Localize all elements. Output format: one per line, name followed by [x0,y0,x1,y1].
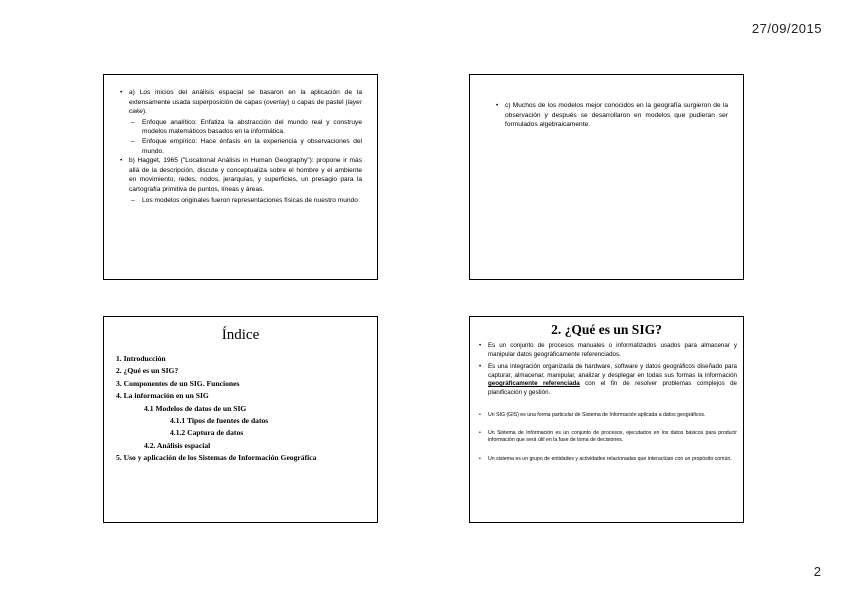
bullet-text: Es una integración organizada de hardware, software y datos geográficos diseñado para capturar, almacenar, manipular, analizar y desplegar en todas sus formas la información [488,363,737,379]
slide-2-bullets [496,101,728,131]
slide-2-bullet-c [496,101,728,130]
slide-4-bullet [479,456,737,463]
toc-item: 4.1.2 Captura de datos [170,428,244,438]
toc-item: 5. Uso y aplicación de los Sistemas de Información Geográfica [116,453,317,463]
slide-1-bullet-b [120,156,362,194]
bullet-text: ) o capas de pastel ( [287,98,348,106]
slide-thumbnail-1 [103,74,378,280]
slide-1-subbullet [131,118,362,137]
toc-item: 3. Componentes de un SIG. Funciones [116,378,240,388]
slide-1-bullets [120,88,362,205]
page-date: 27/09/2015 [751,21,822,36]
page-number: 2 [813,564,821,579]
slide-4-bullets [479,342,737,474]
slide-thumbnail-2 [469,74,744,280]
bullet-emphasis: overlay [266,98,288,106]
bullet-text: c) Muchos de los modelos mejor conocidos en la geografía surgieron de la observación y después se desarrollaron en modelos que pudieran ser formulados algebraicamente. [505,102,728,129]
toc-item: 1. Introducción [116,354,166,363]
slide-4-title: 2. ¿Qué es un SIG? [551,322,662,337]
toc-item: 4. La información en un SIG [116,391,209,401]
table-of-contents [116,353,372,465]
bullet-text: b) Hagget, 1965 ("Locational Análisis in Human Geography"): propone ir más allá de la descripción, discute y conceptualiza sobre el hombre y el ambiente en movimiento, redes, nodos, jerarquías, y superficies, un presagio para la cartografía primitiva de puntos, líneas y áreas. [129,157,362,193]
bullet-text: Un Sistema de Información es un conjunto de procesos, ejecutados en los datos básicos para producir información que será útil en la fase de toma de decisiones. [488,429,737,444]
bullet-text: Enfoque analítico: Enfatiza la abstracción del mundo real y construye modelos matemáticos basados en la informática. [142,118,362,136]
slide-1-bullet-a [120,88,362,117]
toc-item: 4.1.1 Tipos de fuentes de datos [170,416,269,426]
toc-item: 4.2. Análisis espacial [144,440,211,450]
slide-4-bullet [479,412,737,419]
toc-item: 4.1 Modelos de datos de un SIG [144,403,247,413]
bullet-text: Enfoque empírico: Hace énfasis en la experiencia y observaciones del mundo. [142,137,362,155]
bullet-text: a) Los inicios del análisis espacial se basaron en la aplicación de la extensamente usada superposición de capas ( [129,89,362,106]
bullet-emphasis: layer cake [129,98,363,116]
bullet-text: Los modelos originales fueron representaciones físicas de nuestro mundo [142,196,358,204]
slide-4-bullet [479,363,737,397]
slide-1-subbullet [131,137,362,156]
bullet-text: Es un conjunto de procesos manuales o informatizados usados para almacenar y manipular datos geográficamente referenciados. [488,342,737,358]
slide-3-title: Índice [221,327,260,343]
bullet-text: con el fin de resolver problemas complejos de planificación y gestión. [488,380,737,396]
slide-4-bullet [479,430,737,445]
bullet-text: ). [142,108,147,116]
slide-4-bullet [479,342,737,359]
slide-thumbnail-4 [469,316,744,523]
bullet-text: Un sistema es un grupo de entidades y actividades relacionadas que interactúan con un propósito común. [488,455,732,462]
slide-1-subbullet [131,196,362,206]
bullet-text: Un SIG (GIS) es una forma particular de Sistema de Información aplicada a datos geográficos. [488,411,706,418]
slide-thumbnail-3 [103,316,378,523]
underlined-term: geográficamente referenciada [488,380,580,388]
toc-item: 2. ¿Qué es un SIG? [116,366,179,376]
